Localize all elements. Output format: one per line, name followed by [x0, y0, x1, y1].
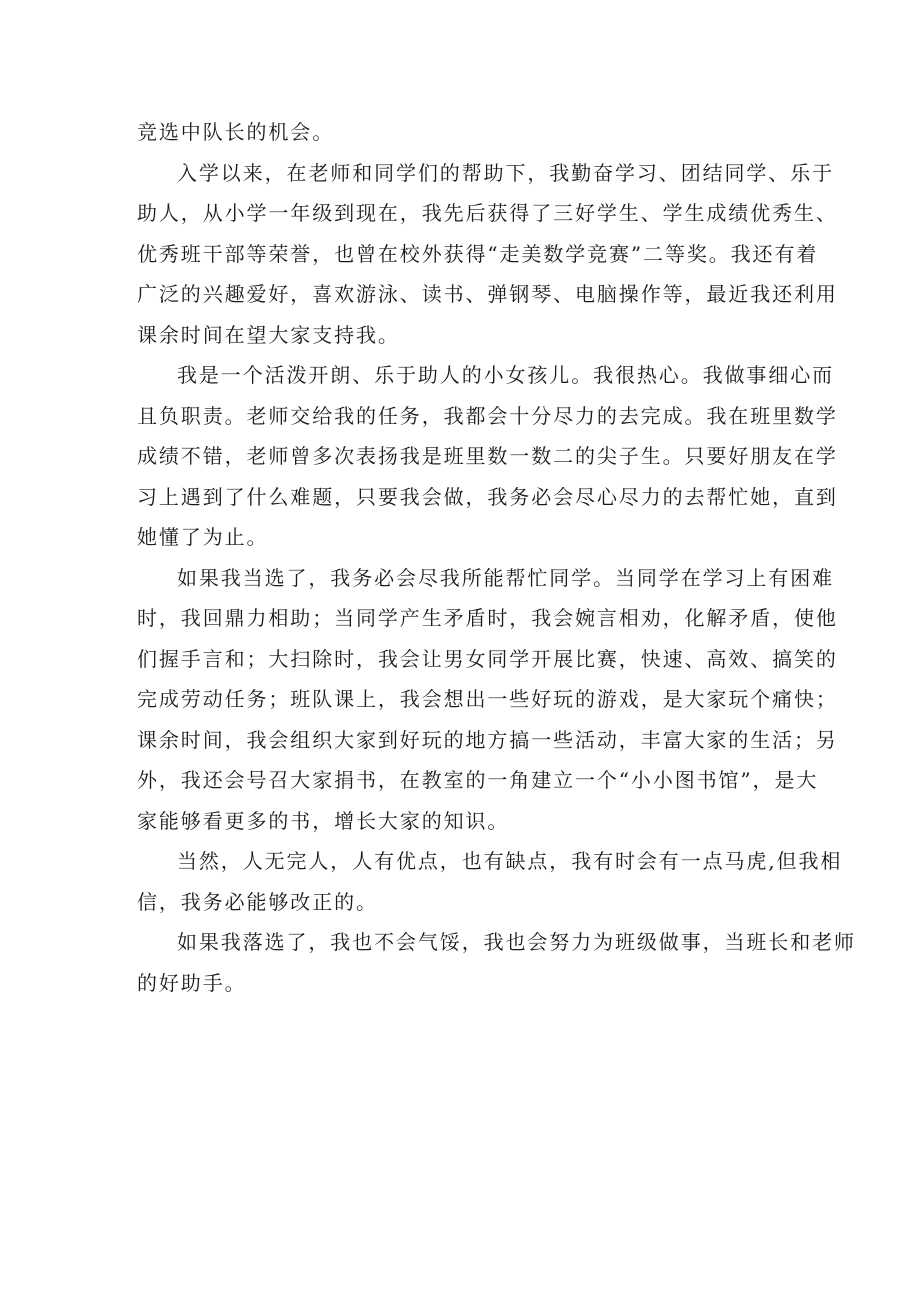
document-body [137, 112, 856, 1003]
text-line: 课余时间，我会组织大家到好玩的地方搞一些活动，丰富大家的生活；另 [137, 727, 838, 752]
text-line: 的好助手。 [137, 970, 247, 995]
text-line: 们握手言和；大扫除时，我会让男女同学开展比赛，快速、高效、搞笑的 [137, 646, 838, 671]
text-line: 我是一个活泼开朗、乐于助人的小女孩儿。我很热心。我做事细心而 [177, 363, 834, 387]
text-line: 如果我当选了，我务必会尽我所能帮忙同学。当同学在学习上有困难 [177, 565, 834, 590]
paragraph-opening [137, 112, 785, 153]
text-line: 竞选中队长的机会。 [137, 120, 335, 144]
paragraph-personality [137, 355, 838, 558]
text-line: 成绩不错，老师曾多次表扬我是班里数一数二的尖子生。只要好朋友在学 [137, 444, 838, 468]
text-line: 时，我回鼎力相助；当同学产生矛盾时，我会婉言相劝，化解矛盾，使他 [137, 606, 838, 630]
text-line: 完成劳动任务；班队课上，我会想出一些好玩的游戏，是大家玩个痛快； [137, 687, 838, 711]
text-line: 她懂了为止。 [137, 525, 269, 549]
text-line: 家能够看更多的书，增长大家的知识。 [137, 808, 510, 833]
text-line: 如果我落选了，我也不会气馁，我也会努力为班级做事，当班长和老师 [177, 930, 856, 954]
text-line: 优秀班干部等荣誉，也曾在校外获得“走美数学竞赛”二等奖。我还有着 [137, 241, 819, 266]
paragraph-shortcomings [137, 841, 843, 922]
text-line: 课余时间在望大家支持我。 [137, 322, 400, 347]
text-line: 信，我务必能够改正的。 [137, 889, 378, 914]
paragraph-if-not-elected [137, 922, 856, 1003]
paragraph-achievements [137, 153, 838, 356]
text-line: 广泛的兴趣爱好，喜欢游泳、读书、弹钢琴、电脑操作等，最近我还利用 [137, 282, 838, 306]
text-line: 外，我还会号召大家捐书，在教室的一角建立一个“小小图书馆”，是大 [137, 768, 819, 792]
text-line: 当然，人无完人，人有优点，也有缺点，我有时会有一点马虎,但我相 [177, 849, 843, 873]
text-line: 习上遇到了什么难题，只要我会做，我务必会尽心尽力的去帮忙她，直到 [137, 484, 838, 509]
text-line: 且负职责。老师交给我的任务，我都会十分尽力的去完成。我在班里数学 [137, 403, 838, 428]
text-line: 入学以来，在老师和同学们的帮助下，我勤奋学习、团结同学、乐于 [177, 160, 834, 185]
paragraph-if-elected [137, 558, 838, 842]
text-line: 助人，从小学一年级到现在，我先后获得了三好学生、学生成绩优秀生、 [137, 201, 838, 225]
